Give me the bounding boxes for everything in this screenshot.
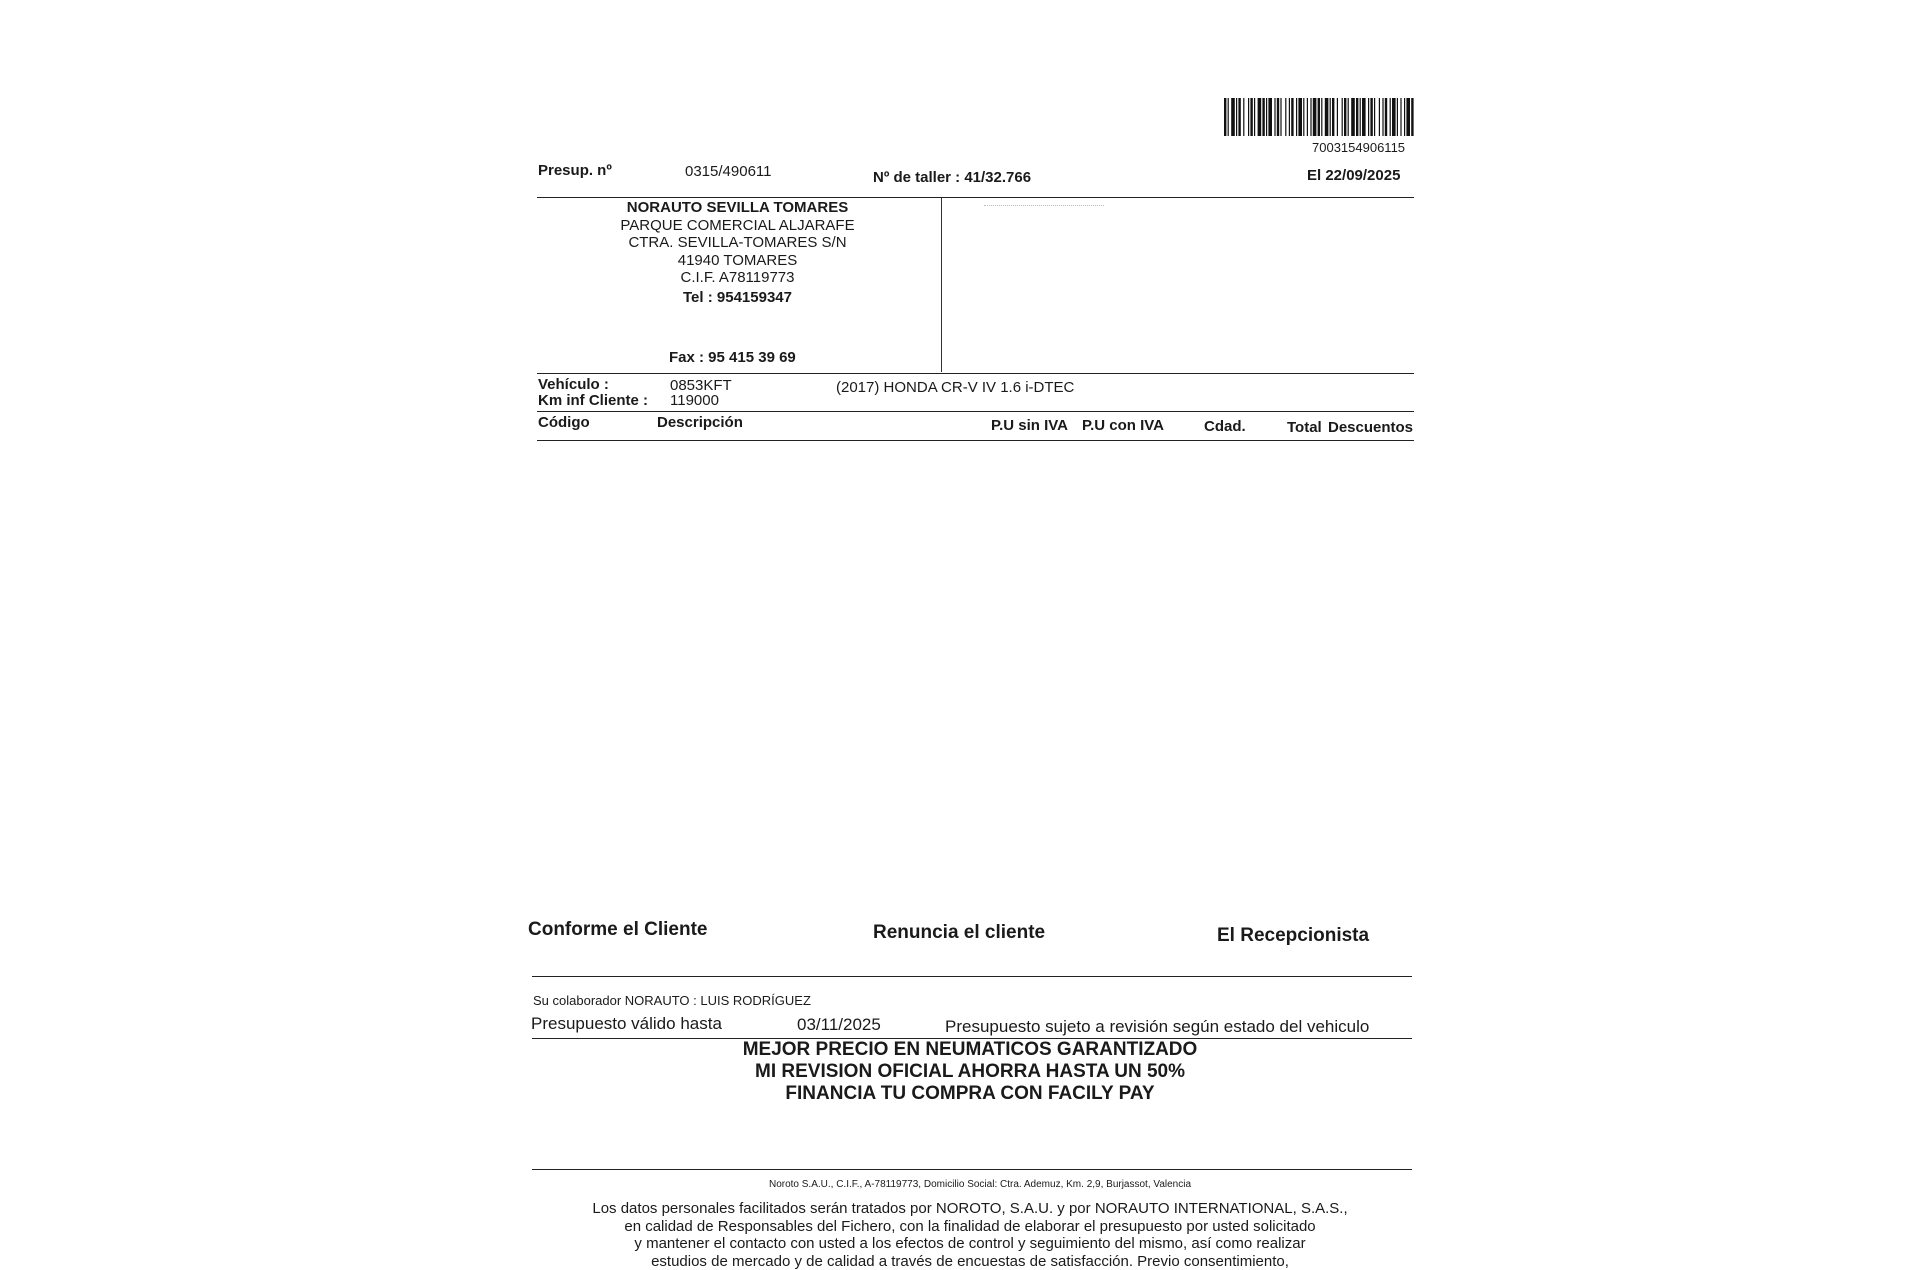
promo-financia: FINANCIA TU COMPRA CON FACILY PAY — [610, 1083, 1330, 1105]
promo-neumaticos: MEJOR PRECIO EN NEUMATICOS GARANTIZADO — [610, 1039, 1330, 1061]
revision-note: Presupuesto sujeto a revisión según estado del vehiculo — [945, 1017, 1369, 1037]
shop-address — [580, 199, 895, 306]
vehicle-label: Vehículo : — [538, 376, 609, 393]
divider — [532, 976, 1412, 977]
col-total: Total — [1287, 419, 1322, 436]
km-label: Km inf Cliente : — [538, 392, 648, 409]
shop-cif: C.I.F. A78119773 — [580, 269, 895, 287]
promo-revision: MI REVISION OFICIAL AHORRA HASTA UN 50% — [610, 1061, 1330, 1083]
privacy-line: estudios de mercado y de calidad a través de encuestas de satisfacción. Previo consentimiento, — [540, 1253, 1400, 1270]
km-value: 119000 — [670, 392, 719, 409]
valido-label: Presupuesto válido hasta — [531, 1014, 722, 1034]
shop-fax: Fax : 95 415 39 69 — [669, 349, 796, 366]
col-pu-sin-iva: P.U sin IVA — [991, 417, 1068, 434]
signature-recepcionista: El Recepcionista — [1217, 925, 1369, 947]
promo-block — [610, 1039, 1330, 1105]
col-descripcion: Descripción — [657, 414, 743, 431]
divider — [537, 440, 1414, 441]
shop-tel: Tel : 954159347 — [580, 289, 895, 307]
privacy-line: Los datos personales facilitados serán tratados por NOROTO, S.A.U. y por NORAUTO INTERNATIONAL, S.A.S., — [540, 1200, 1400, 1218]
shop-name: NORAUTO SEVILLA TOMARES — [580, 199, 895, 217]
divider — [537, 373, 1414, 374]
vehicle-model: (2017) HONDA CR-V IV 1.6 i-DTEC — [836, 379, 1074, 396]
colaborador: Su colaborador NORAUTO : LUIS RODRÍGUEZ — [533, 993, 811, 1008]
shop-address-line1: PARQUE COMERCIAL ALJARAFE — [580, 217, 895, 235]
signature-cliente: Conforme el Cliente — [528, 919, 707, 941]
legal-company: Noroto S.A.U., C.I.F., A-78119773, Domicilio Social: Ctra. Ademuz, Km. 2,9, Burjassot, Valencia — [640, 1179, 1320, 1190]
barcode-number: 7003154906115 — [1312, 140, 1405, 155]
privacy-line: en calidad de Responsables del Fichero, con la finalidad de elaborar el presupuesto por usted solicitado — [540, 1218, 1400, 1236]
privacy-line: y mantener el contacto con usted a los efectos de control y seguimiento del mismo, así como realizar — [540, 1235, 1400, 1253]
col-pu-con-iva: P.U con IVA — [1082, 417, 1164, 434]
divider — [532, 1169, 1412, 1170]
presupuesto-label: Presup. nº — [538, 162, 612, 179]
signature-renuncia: Renuncia el cliente — [873, 922, 1045, 944]
client-box-mark — [984, 205, 1104, 210]
divider — [537, 197, 1414, 198]
taller-number: Nº de taller : 41/32.766 — [873, 169, 1031, 186]
col-descuentos: Descuentos — [1328, 419, 1413, 436]
document-date: El 22/09/2025 — [1307, 167, 1400, 184]
address-divider — [941, 198, 942, 372]
shop-postal-city: 41940 TOMARES — [580, 252, 895, 270]
col-codigo: Código — [538, 414, 590, 431]
col-cantidad: Cdad. — [1204, 418, 1246, 435]
valido-fecha: 03/11/2025 — [797, 1015, 881, 1035]
barcode — [1224, 98, 1414, 136]
shop-address-line2: CTRA. SEVILLA-TOMARES S/N — [580, 234, 895, 252]
vehicle-plate: 0853KFT — [670, 377, 732, 394]
divider — [537, 411, 1414, 412]
presupuesto-number: 0315/490611 — [685, 163, 771, 180]
